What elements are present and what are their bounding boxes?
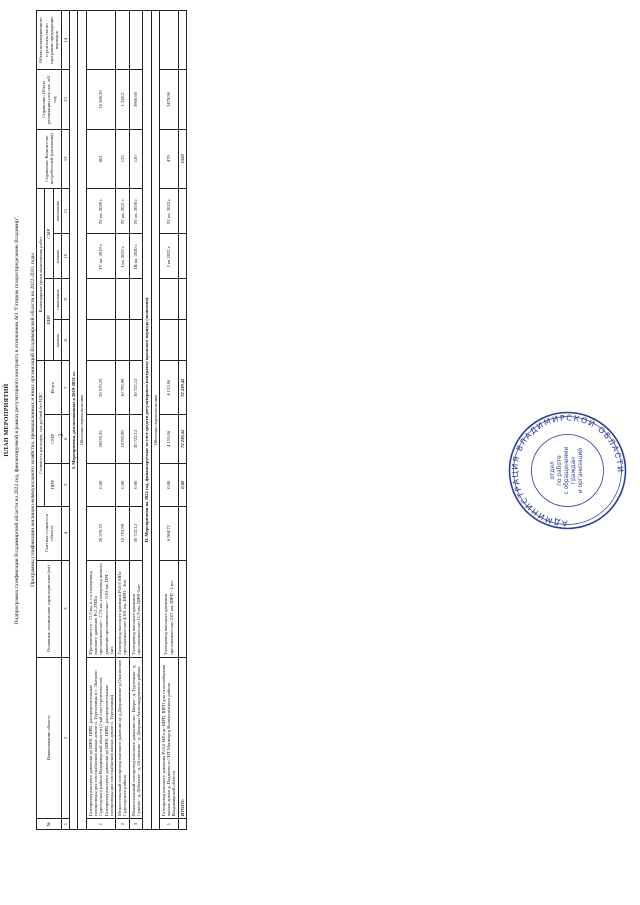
total-spacer xyxy=(178,11,186,70)
col-num: 1 xyxy=(61,819,69,830)
col-smr: СМР xyxy=(45,415,62,463)
total-spacer xyxy=(178,234,186,279)
col-total: Итого xyxy=(45,361,62,415)
header-row-1 xyxy=(37,11,45,830)
total-spacer xyxy=(178,819,186,830)
stamp-ring-text: АДМИНИСТРАЦИЯ ВЛАДИМИРСКОЙ ОБЛАСТИ xyxy=(510,413,625,528)
col-no: № xyxy=(37,819,62,830)
col-smr-start: начало xyxy=(53,234,61,279)
col-num: 4 xyxy=(61,506,69,560)
col-pir-start: начало xyxy=(53,320,61,361)
total-pir: 0,00 xyxy=(178,463,186,506)
section2-sub: Объекты строительства xyxy=(151,11,159,830)
section1-title: I. Мероприятия, реализованные в 2019-2021 гг. xyxy=(70,11,78,830)
row-tech: Газопровод высокого давления протяженностью 2,07 км, ШРП - 1 шт xyxy=(159,560,178,657)
total-spacer xyxy=(178,506,186,560)
row-pir: 0,00 xyxy=(129,463,143,506)
col-num: 7 xyxy=(61,361,69,415)
row-gas: 1 245,2 xyxy=(116,70,130,129)
row-smr-start: I кв 2022 г. xyxy=(159,234,178,279)
row-investment xyxy=(159,11,178,70)
stamp-line: граждан xyxy=(571,457,577,484)
table-row xyxy=(159,11,178,830)
col-pir: ПИР xyxy=(45,463,62,506)
row-pir-end xyxy=(129,279,143,320)
row-total: 10 793,99 xyxy=(116,361,130,415)
row-smr: 10793,99 xyxy=(116,415,130,463)
stamp-line: отдел xyxy=(550,461,556,480)
col-consumers: Справочно: Количество потребителей (населения) xyxy=(37,129,62,188)
row-pir-start xyxy=(159,320,178,361)
row-pir: 0,00 xyxy=(159,463,178,506)
total-row xyxy=(178,11,186,830)
total-total: 72 239,42 xyxy=(178,361,186,415)
row-smr-end: IV кв. 2021 г. xyxy=(116,188,130,233)
row-name: Газопровод высокого давления Р≤0,6 МПа до ШРП, ШРП для газоснабжения жилых домов д. Падиково и СНТ Монмартр Кольчугинского района Владимирской области xyxy=(159,657,178,819)
row-name: Межпоселковый газопровод высокого давления пос. Ивери - д. Тургенево - д. Сушево - д. Лобенево - д. Осташково - д. Дворики Александровского района xyxy=(129,657,143,819)
row-tech: Газопровод высокого давления протяженностью 11,9 км, ШРП-5шт xyxy=(129,560,143,657)
row-smr-end: IV кв. 2020 г. xyxy=(86,188,115,233)
row-pir-start xyxy=(116,320,130,361)
col-num: 12 xyxy=(61,129,69,188)
row-pir-end xyxy=(86,279,115,320)
row-consumers: 120 xyxy=(129,129,143,188)
row-total: 26 570,25 xyxy=(86,361,115,415)
stamp-line: с обращениями xyxy=(564,446,570,495)
row-no: 2 xyxy=(116,819,130,830)
col-calendar: Календарные сроки выполнения работ xyxy=(37,188,45,360)
row-no: 1 xyxy=(159,819,178,830)
col-num: 6 xyxy=(61,415,69,463)
row-pir: 0,00 xyxy=(86,463,115,506)
row-estimate: 6 984,72 xyxy=(159,506,178,560)
col-investment: Объем незавершенного строительства по программе предыдущих периодов xyxy=(37,11,62,70)
row-no: 1 xyxy=(86,819,115,830)
row-gas: 10 586,20 xyxy=(86,70,115,129)
col-name: Наименование объекта xyxy=(37,657,62,819)
row-name: Газопровод высокого давления до ШРП, ШРП, распределительные газопроводы для газоснабжения жилых домов п. Тереховицы и с. Лысково Судогодского района Владимирской области (1-ый этап строительства: Газопровод высокого давления до ШРП, ШРП, распределительные газопроводы для газоснабжения жилых домов п. Тереховицы) xyxy=(86,657,115,819)
total-label: ИТОГО: xyxy=(178,657,186,819)
row-smr-start: IV кв. 2019 г. xyxy=(86,234,115,279)
col-cost-group: Стоимость расходов, тыс.рублей без НДС xyxy=(37,361,45,506)
col-gas: Справочно: Объем реализации газа тыс. м3/год xyxy=(37,70,62,129)
col-num: 11 xyxy=(61,188,69,233)
row-total: 30 722,12 xyxy=(129,361,143,415)
section1-sub-row xyxy=(78,11,86,830)
row-smr: 4 153,06 xyxy=(159,415,178,463)
column-number-row xyxy=(61,11,69,830)
row-consumers: 479 xyxy=(159,129,178,188)
row-smr-end: IV кв. 2022 г. xyxy=(159,188,178,233)
row-name: Межпоселковый газопровод высокого давления до д.Дворишково-д.Окатинское Судогодского района xyxy=(116,657,130,819)
col-num: 13 xyxy=(61,70,69,129)
section2-title-row xyxy=(143,11,151,830)
plan-table xyxy=(36,10,187,830)
total-spacer xyxy=(178,279,186,320)
total-spacer xyxy=(178,320,186,361)
row-gas: 2479,96 xyxy=(159,70,178,129)
col-num: 9 xyxy=(61,279,69,320)
row-estimate: 26 570,25 xyxy=(86,506,115,560)
program-title: Программы газификации жилищно-коммунального хозяйства, промышленных и иных организаций Владимирской области на 2022-2031 годы xyxy=(30,253,36,587)
stamp-line: по работе xyxy=(557,455,563,486)
row-tech: Протяженность - 11,5 км, в т.ч. газопровод высокого давления Р≤1,2МПа протяженностью - 7,73 км, газопровод низкого давления протяженностью - 0,03 км. ПРГ - 1шт. xyxy=(86,560,115,657)
row-pir-start xyxy=(129,320,143,361)
row-smr-end: IV кв. 2020 г. xyxy=(129,188,143,233)
row-smr: 30 722,12 xyxy=(129,415,143,463)
row-consumers: 801 xyxy=(86,129,115,188)
row-estimate: 10 793,99 xyxy=(116,506,130,560)
section1-sub: Объекты строительства xyxy=(78,11,86,830)
col-tech: Основные технические характеристики (км) xyxy=(37,560,62,657)
total-consumers: 1533 xyxy=(178,129,186,188)
row-smr: 26570,25 xyxy=(86,415,115,463)
table-row xyxy=(86,11,115,830)
col-num: 2 xyxy=(61,657,69,819)
row-pir: 0,00 xyxy=(116,463,130,506)
row-estimate: 30 722,12 xyxy=(129,506,143,560)
row-smr-start: I кв. 2021 г. xyxy=(116,234,130,279)
col-smr-end: окончание xyxy=(53,188,61,233)
row-tech: Газопровод высокого давления Р≤0,6 МПа протяженностью 4,191 км. ШРП - 2шт xyxy=(116,560,130,657)
col-estimate: Сметная стоимость объекта xyxy=(37,506,62,560)
total-smr: 72 239,42 xyxy=(178,415,186,463)
total-spacer xyxy=(178,188,186,233)
row-pir-start xyxy=(86,320,115,361)
stamp-line: и организаций xyxy=(578,447,584,494)
total-spacer xyxy=(178,70,186,129)
table-row xyxy=(116,11,130,830)
col-num: 8 xyxy=(61,320,69,361)
col-smr-cal: СМР xyxy=(45,188,53,279)
col-num: 3 xyxy=(61,560,69,657)
row-gas: 3966,60 xyxy=(129,70,143,129)
row-smr-start: III кв. 2020 г. xyxy=(129,234,143,279)
row-consumers: 133 xyxy=(116,129,130,188)
col-num: 5 xyxy=(61,463,69,506)
page-number: 2 xyxy=(58,433,65,437)
row-investment xyxy=(86,11,115,70)
col-num: 14 xyxy=(61,11,69,70)
table-row xyxy=(129,11,143,830)
official-stamp xyxy=(505,408,630,533)
row-total: 4 153,06 xyxy=(159,361,178,415)
section1-title-row xyxy=(70,11,78,830)
title-block xyxy=(4,30,36,810)
row-pir-end xyxy=(159,279,178,320)
col-pir-end: окончание xyxy=(53,279,61,320)
col-num: 10 xyxy=(61,234,69,279)
col-pir-cal: ПИР xyxy=(45,279,53,361)
row-pir-end xyxy=(116,279,130,320)
section2-sub-row xyxy=(151,11,159,830)
row-no: 3 xyxy=(129,819,143,830)
total-spacer xyxy=(178,560,186,657)
row-investment xyxy=(116,11,130,70)
plan-title: ПЛАН МЕРОПРИЯТИЙ xyxy=(4,383,10,457)
plan-subtitle: Подпрограмма газификации Владимирской области на 2022 год, финансируемой в рамках регуляторного контракта в отношении АО "Газпром газораспределение Владимир". xyxy=(14,215,20,625)
row-investment xyxy=(129,11,143,70)
section2-title: II. Мероприятия на 2022 год, финансируемые за счет средств регуляторного контракта прошлого периода (экономия) xyxy=(143,11,151,830)
